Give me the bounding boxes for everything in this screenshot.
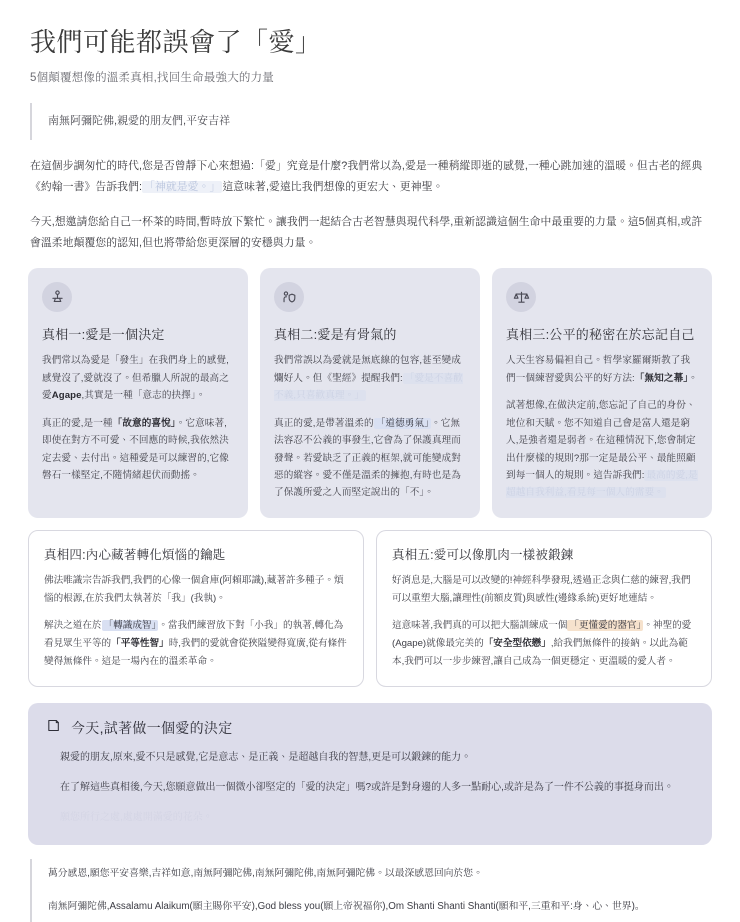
opening-quote bbox=[30, 103, 712, 141]
footer-paragraph-2: 南無阿彌陀佛,Assalamu Alaikum(願主賜你平安),God bless you(願上帝祝福你),Om Shanti Shanti Shanti(願和平,三重和平:身、心、世界)。 bbox=[48, 901, 645, 913]
note-bookmark-icon bbox=[46, 718, 61, 738]
truth-card-1-p1-b: ,其實是一種「意志的抉擇」。 bbox=[81, 390, 206, 402]
footer-paragraph-1: 萬分感恩,願您平安喜樂,吉祥如意,南無阿彌陀佛,南無阿彌陀佛,南無阿彌陀佛。以最深感恩回向於您。 bbox=[48, 867, 483, 879]
footer-blessing bbox=[30, 859, 712, 922]
opening-quote-text: 南無阿彌陀佛,親愛的朋友們,平安吉祥 bbox=[48, 114, 231, 127]
truth-card-5-organ-highlight: 「更懂愛的器官」 bbox=[569, 620, 642, 632]
truth-card-3-veil-bold: 「無知之幕」 bbox=[634, 372, 689, 384]
meditation-person-icon bbox=[42, 282, 72, 312]
intro-paragraph-2: 今天,想邀請您給自己一杯茶的時間,暫時放下繁忙。讓我們一起結合古老智慧與現代科學,重新認識這個生命中最重要的力量。這5個真相,或許會溫柔地顛覆您的認知,但也將帶給您更深層的安穩與力量。 bbox=[30, 216, 703, 250]
truth-card-5-p2-a: 這意味著,我們真的可以把大腦訓練成一個 bbox=[392, 620, 568, 632]
truth-card-5-paragraph-2 bbox=[392, 617, 696, 670]
truth-card-3-paragraph-2 bbox=[506, 397, 698, 502]
truth-card-5-attachment-bold: 「安全型依戀」 bbox=[483, 638, 551, 650]
intro-p1-part-b: 這意味著,愛遠比我們想像的更宏大、更神聖。 bbox=[222, 181, 444, 194]
truth-card-2-moral-courage-highlight: 「道德勇氣」 bbox=[375, 417, 430, 429]
callout-blessing-ghost: 願您所行之處,處處開滿愛的花朵。 bbox=[60, 811, 213, 823]
page-title: 我們可能都誤會了「愛」 bbox=[30, 27, 322, 57]
truth-card-3-conclusion-highlight: 最高的愛,是超越自我利益,看見每一個人的需要。 bbox=[506, 470, 698, 499]
truth-cards-bottom-row bbox=[28, 530, 712, 687]
truth-card-4-p2-b: 。當我們練習放下對「小我」的執著,轉化為看見眾生平等的 bbox=[44, 620, 344, 650]
truth-card-4-equality-bold: 「平等性智」 bbox=[111, 638, 169, 650]
callout-title: 今天,試著做一個愛的決定 bbox=[71, 719, 233, 736]
truth-card-4-p2-a: 解決之道在於 bbox=[44, 620, 102, 632]
truth-card-5-title: 真相五:愛可以像肌肉一樣被鍛鍊 bbox=[392, 547, 574, 562]
callout-header bbox=[46, 718, 694, 738]
scales-justice-icon bbox=[506, 282, 536, 312]
truth-card-3-p1-a: 人天生容易偏袒自己。哲學家羅爾斯教了我們一個練習愛與公平的好方法: bbox=[506, 355, 691, 384]
intro-paragraph-1 bbox=[30, 156, 712, 198]
truth-card-2-scripture-highlight: 「愛是不喜歡不義,只喜歡真理。」 bbox=[274, 372, 463, 402]
call-to-action-callout bbox=[28, 703, 712, 845]
truth-card-2-p2-b: 。它無法容忍不公義的事發生,它會為了保護真理而發聲。若愛缺乏了正義的框架,就可能變成對惡的縱容。愛不僅是溫柔的擁抱,有時也是為了保護所愛之人而堅定說出的「不」。 bbox=[274, 417, 461, 499]
truth-card-1[interactable] bbox=[28, 268, 248, 518]
truth-card-3-p1-b: 。 bbox=[688, 372, 698, 384]
truth-card-1-p1-bold: Agape bbox=[51, 390, 82, 402]
truth-card-1-paragraph-2 bbox=[42, 415, 234, 485]
intro-p1-part-a: 在這個步調匆忙的時代,您是否曾靜下心來想過:「愛」究竟是什麼?我們常以為,愛是一種稍縱即逝的感覺,一種心跳加速的溫暖。但古老的經典《約翰一書》告訴我們: bbox=[30, 160, 703, 194]
intro-section bbox=[28, 156, 712, 254]
truth-card-1-paragraph-1 bbox=[42, 352, 234, 404]
truth-card-2[interactable] bbox=[260, 268, 480, 518]
truth-card-5-paragraph-1: 好消息是,大腦是可以改變的!神經科學發現,透過正念與仁慈的練習,我們可以重塑大腦,讓理性(前額皮質)與感性(邊緣系統)更好地連結。 bbox=[392, 574, 691, 604]
intro-p1-scripture-highlight: 「神就是愛。」 bbox=[144, 181, 221, 194]
truth-card-2-p1-a: 我們常誤以為愛就是無底線的包容,甚至變成爛好人。但《聖經》提醒我們: bbox=[274, 355, 461, 384]
truth-card-2-paragraph-2 bbox=[274, 415, 466, 502]
truth-card-1-p1-a: 我們常以為愛是「發生」在我們身上的感覺,感覺沒了,愛就沒了。但希臘人所說的最高之愛 bbox=[42, 355, 229, 402]
truth-card-4-paragraph-2 bbox=[44, 617, 348, 670]
truth-card-1-title: 真相一:愛是一個決定 bbox=[42, 327, 165, 343]
truth-card-2-p2-a: 真正的愛,是帶著溫柔的 bbox=[274, 417, 374, 429]
truth-card-3-title: 真相三:公平的秘密在於忘記自己 bbox=[506, 327, 695, 343]
callout-paragraph-1: 親愛的朋友,原來,愛不只是感覺,它是意志、是正義、是超越自我的智慧,更是可以鍛鍊的能力。 bbox=[60, 751, 472, 763]
truth-card-2-title: 真相二:愛是有骨氣的 bbox=[274, 327, 397, 343]
truth-card-3[interactable] bbox=[492, 268, 712, 518]
truth-card-1-p2-bold: 「故意的喜悅」 bbox=[112, 417, 176, 429]
truth-card-4-title: 真相四:內心藏著轉化煩惱的鑰匙 bbox=[44, 547, 226, 562]
truth-card-4[interactable] bbox=[28, 530, 364, 687]
truth-card-4-transform-highlight: 「轉識成智」 bbox=[103, 620, 157, 632]
page-subtitle: 5個顛覆想像的溫柔真相,找回生命最強大的力量 bbox=[30, 71, 274, 84]
truth-card-1-p2-a: 真正的愛,是一種 bbox=[42, 417, 113, 429]
callout-paragraph-2: 在了解這些真相後,今天,您願意做出一個微小卻堅定的「愛的決定」嗎?或許是對身邊的人多一點耐心,或許是為了一件不公義的事挺身而出。 bbox=[60, 781, 674, 793]
truth-cards-top-row bbox=[28, 268, 712, 518]
truth-card-2-paragraph-1 bbox=[274, 352, 466, 404]
truth-card-5[interactable] bbox=[376, 530, 712, 687]
truth-card-5-p2-b: 。神聖的愛(Agape)就像最完美的 bbox=[392, 620, 692, 650]
truth-card-5-p2-c: ,給我們無條件的接納。以此為範本,我們可以一步步練習,讓自己成為一個更穩定、更溫暖的愛人者。 bbox=[392, 638, 688, 667]
truth-card-1-p2-b: 。它意味著,即使在對方不可愛、不回應的時候,我依然決定去愛、去付出。這種愛是可以練習的,它像磐石一樣堅定,不隨情緒起伏而動搖。 bbox=[42, 417, 229, 481]
truth-card-4-p2-c: 時,我們的愛就會從狹隘變得寬廣,從有條件變得無條件。這是一場內在的溫柔革命。 bbox=[44, 638, 347, 667]
truth-card-3-p2-a: 試著想像,在做決定前,您忘記了自己的身份、地位和天賦。您不知道自己會是富人還是窮人,是強者還是弱者。在這種情況下,您會制定出什麼樣的規則?那一定是最公平、最能照顧到每一個人的規則。這告訴我們: bbox=[506, 400, 696, 481]
truth-card-4-paragraph-1: 佛法唯識宗告訴我們,我們的心像一個倉庫(阿賴耶識),藏著許多種子。煩惱的根源,在於我們太執著於「我」(我執)。 bbox=[44, 574, 344, 604]
shield-courage-icon bbox=[274, 282, 304, 312]
truth-card-3-paragraph-1 bbox=[506, 352, 698, 387]
